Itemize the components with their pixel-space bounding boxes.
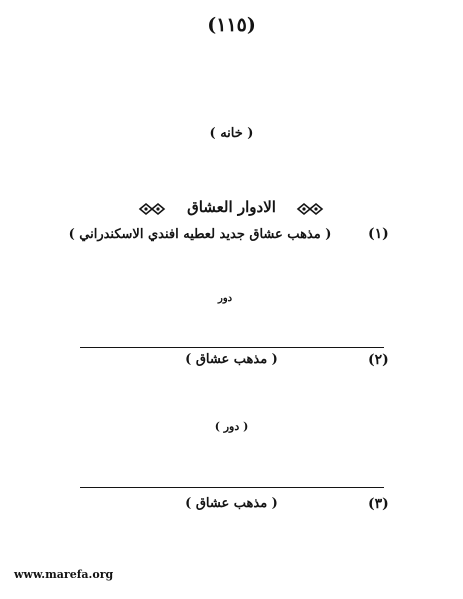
khana-label: ( خانه ) [209, 126, 254, 141]
dour-label: دور [218, 293, 233, 304]
section-divider [80, 487, 384, 488]
section-heading: ( مذهب عشاق ) [185, 496, 278, 511]
section-heading: ( مذهب عشاق جديد لعطيه افندي الاسكندراني ) [68, 227, 332, 242]
dour-label: ( دور ) [214, 420, 249, 433]
section-number: (١) [368, 226, 389, 242]
section-divider [80, 347, 384, 348]
section-heading: ( مذهب عشاق ) [185, 352, 278, 367]
section-title-row [0, 198, 463, 220]
section-title: الادوار العشاق [187, 198, 276, 216]
footer-url: www.marefa.org [14, 568, 114, 581]
ornament-right-icon [296, 202, 324, 216]
section-number: (٢) [368, 352, 389, 368]
page-number: (١١٥) [207, 14, 256, 36]
section-number: (٣) [368, 496, 389, 512]
